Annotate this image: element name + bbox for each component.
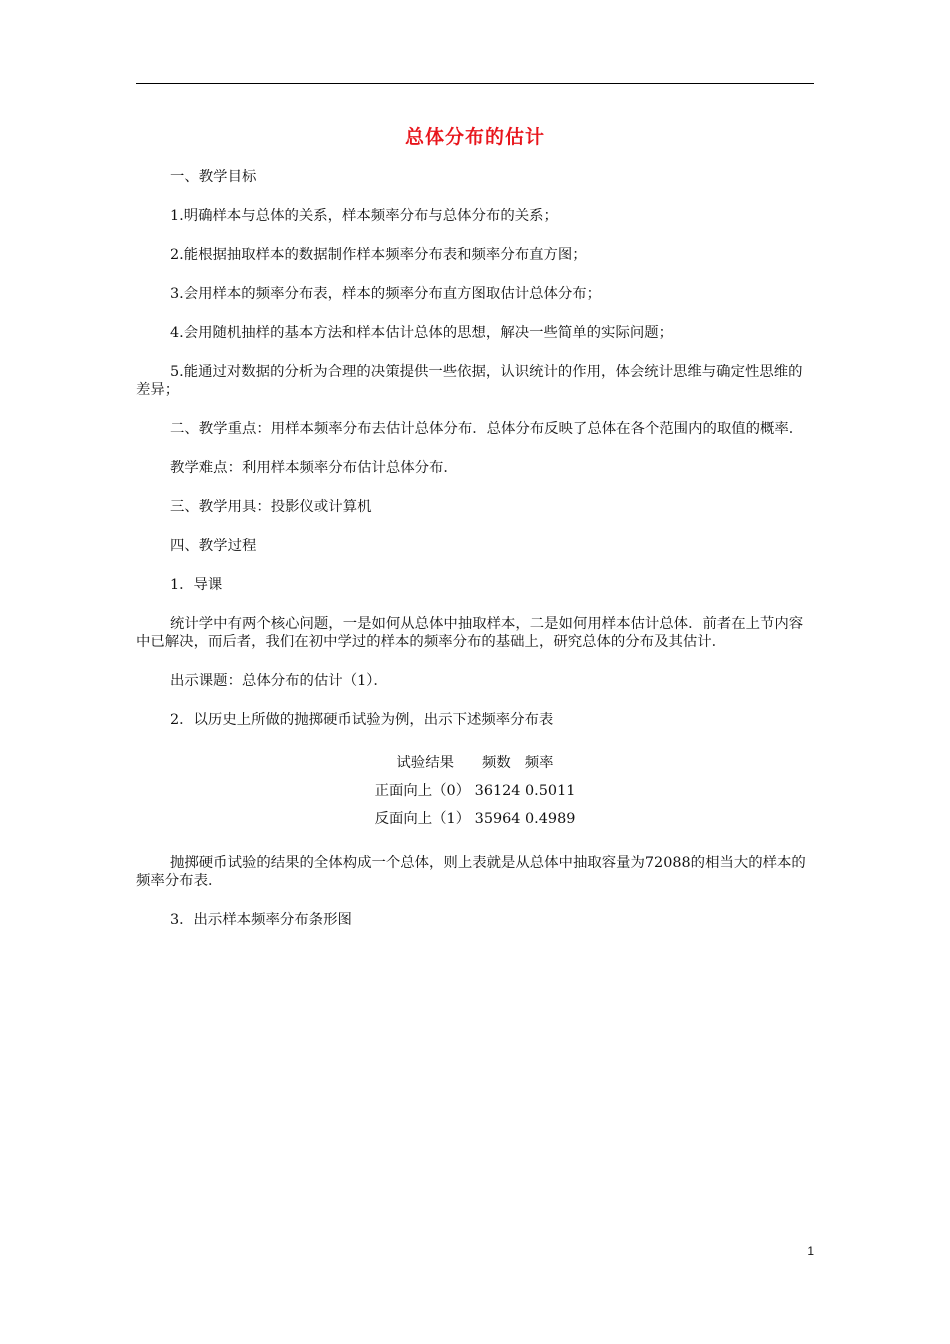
table-cell-frequency: 0.4989 — [525, 811, 576, 827]
teaching-tools: 三、教学用具：投影仪或计算机 — [170, 499, 372, 515]
header-rule — [136, 83, 814, 84]
table-cell-result: 反面向上（1） — [374, 811, 471, 827]
objective-5: 5.能通过对数据的分析为合理的决策提供一些依据，认识统计的作用，体会统计思维与确定性思维的差异； — [136, 364, 803, 398]
objective-2: 2.能根据抽取样本的数据制作样本频率分布表和频率分布直方图； — [170, 247, 587, 263]
step-1-heading: 1．导课 — [170, 577, 223, 593]
table-cell-count: 36124 — [474, 783, 521, 799]
page-title: 总体分布的估计 — [404, 126, 545, 148]
document-body — [136, 168, 814, 929]
step-3-heading: 3．出示样本频率分布条形图 — [170, 912, 352, 928]
table-header-result: 试验结果 — [396, 755, 454, 771]
section-heading-process: 四、教学过程 — [170, 538, 257, 554]
intro-paragraph: 统计学中有两个核心问题，一是如何从总体中抽取样本，二是如何用样本估计总体．前者在上节内容中已解决，而后者，我们在初中学过的样本的频率分布的基础上，研究总体的分布及其估计． — [136, 616, 804, 650]
step-2-heading: 2．以历史上所做的抛掷硬币试验为例，出示下述频率分布表 — [170, 712, 554, 728]
table-header-frequency: 频率 — [524, 755, 554, 771]
objective-4: 4.会用随机抽样的基本方法和样本估计总体的思想，解决一些简单的实际问题； — [170, 325, 674, 341]
objective-1: 1.明确样本与总体的关系，样本频率分布与总体分布的关系； — [170, 208, 558, 224]
table-cell-result: 正面向上（0） — [374, 783, 471, 799]
table-row — [136, 805, 814, 833]
population-paragraph: 抛掷硬币试验的结果的全体构成一个总体，则上表就是从总体中抽取容量为72088的相当大的样本的频率分布表． — [136, 855, 806, 889]
lesson-topic: 出示课题：总体分布的估计（1）． — [170, 673, 388, 689]
frequency-table — [136, 749, 814, 833]
key-points: 二、教学重点：用样本频率分布去估计总体分布．总体分布反映了总体在各个范围内的取值的概率． — [170, 421, 804, 437]
difficulties: 教学难点：利用样本频率分布估计总体分布． — [170, 460, 458, 476]
table-cell-count: 35964 — [474, 811, 521, 827]
section-heading-objectives: 一、教学目标 — [170, 169, 257, 185]
table-header-count: 频数 — [481, 755, 511, 771]
page-number: 1 — [807, 1244, 814, 1258]
table-header-row — [136, 749, 814, 777]
table-cell-frequency: 0.5011 — [525, 783, 576, 799]
table-row — [136, 777, 814, 805]
objective-3: 3.会用样本的频率分布表，样本的频率分布直方图取估计总体分布； — [170, 286, 602, 302]
